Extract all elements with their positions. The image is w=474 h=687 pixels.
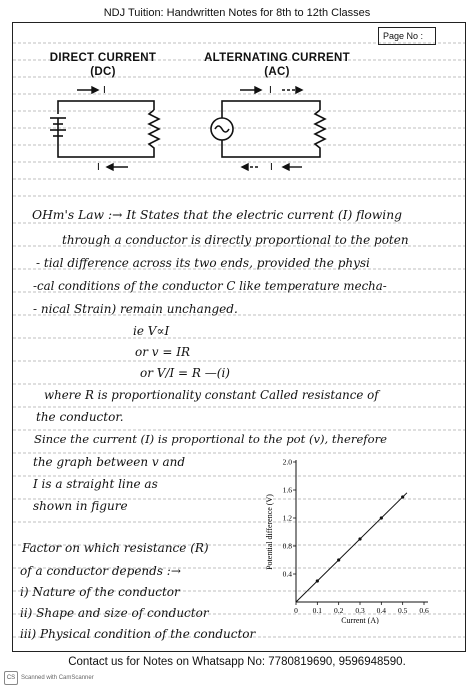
note-line-10: the conductor. xyxy=(36,410,124,424)
note-line-2: through a conductor is directly proportional to the poten xyxy=(62,233,409,247)
note-line-13: I is a straight line as xyxy=(33,477,158,491)
data-point xyxy=(316,579,319,582)
y-tick-label: 1.2 xyxy=(282,513,292,523)
note-line-9: where R is proportionality constant Called resistance of xyxy=(44,388,379,402)
data-point xyxy=(380,516,383,519)
ac-circuit xyxy=(211,101,325,157)
note-line-7: or v = IR xyxy=(135,345,191,359)
x-tick-label: 0.3 xyxy=(355,606,365,615)
footer-contact: Contact us for Notes on Whatsapp No: 7780819690, 9596948590. xyxy=(68,656,406,668)
vi-graph xyxy=(258,452,438,624)
note-line-12: the graph between v and xyxy=(33,455,186,469)
data-point xyxy=(337,558,340,561)
ac-title: ALTERNATING CURRENT xyxy=(204,52,350,64)
page-number-box: Page No : xyxy=(378,27,436,45)
note-line-1: OHm's Law :→ It States that the electric current (I) flowing xyxy=(32,208,403,222)
x-tick-label: 0.1 xyxy=(312,606,323,615)
dc-current-label-top: I xyxy=(103,85,106,96)
note-line-17: i) Nature of the conductor xyxy=(20,585,180,599)
note-line-4: -cal conditions of the conductor C like temperature mecha- xyxy=(33,279,387,293)
note-line-3: - tial difference across its two ends, provided the physi xyxy=(36,256,370,270)
data-point xyxy=(401,495,404,498)
dc-title: DIRECT CURRENT xyxy=(49,52,157,64)
header-title: NDJ Tuition: Handwritten Notes for 8th to 12th Classes xyxy=(103,7,371,19)
trend-line xyxy=(296,493,407,602)
note-line-14: shown in figure xyxy=(33,499,128,513)
x-tick-label: 0.4 xyxy=(376,606,387,615)
note-line-18: ii) Shape and size of conductor xyxy=(20,606,209,620)
ac-current-label-bottom: I xyxy=(270,162,273,173)
circuit-diagrams xyxy=(0,0,474,200)
y-tick-label: 0.4 xyxy=(282,569,292,579)
dc-circuit xyxy=(50,101,159,157)
note-line-5: - nical Strain) remain unchanged. xyxy=(33,302,238,316)
x-tick-label: 0.6 xyxy=(419,606,429,615)
data-point xyxy=(358,537,361,540)
note-line-16: of a conductor depends :→ xyxy=(20,564,181,578)
note-line-8: or V/I = R —(i) xyxy=(140,366,230,380)
scanner-watermark xyxy=(4,671,94,685)
y-axis-label: Potential difference (V) xyxy=(265,494,274,570)
y-tick-label: 1.6 xyxy=(282,485,292,495)
ac-current-label-top: I xyxy=(269,85,272,96)
x-tick-label: 0.2 xyxy=(333,606,344,615)
scanner-text: Scanned with CamScanner xyxy=(21,675,94,681)
note-line-15: Factor on which resistance (R) xyxy=(22,541,209,555)
note-line-19: iii) Physical condition of the conductor xyxy=(20,627,256,641)
x-tick-label: 0 xyxy=(294,606,298,615)
ac-subtitle: (AC) xyxy=(264,66,290,78)
y-tick-label: 0.8 xyxy=(282,541,292,551)
camscanner-logo-icon: CS xyxy=(4,671,18,685)
note-line-11: Since the current (I) is proportional to the pot (v), therefore xyxy=(34,432,387,446)
note-line-6: ie V∝I xyxy=(133,324,170,338)
y-tick-label: 2.0 xyxy=(282,457,292,467)
dc-subtitle: (DC) xyxy=(90,66,116,78)
x-axis-label: Current (A) xyxy=(341,616,379,624)
dc-current-label-bottom: I xyxy=(97,162,100,173)
x-tick-label: 0.5 xyxy=(397,606,408,615)
